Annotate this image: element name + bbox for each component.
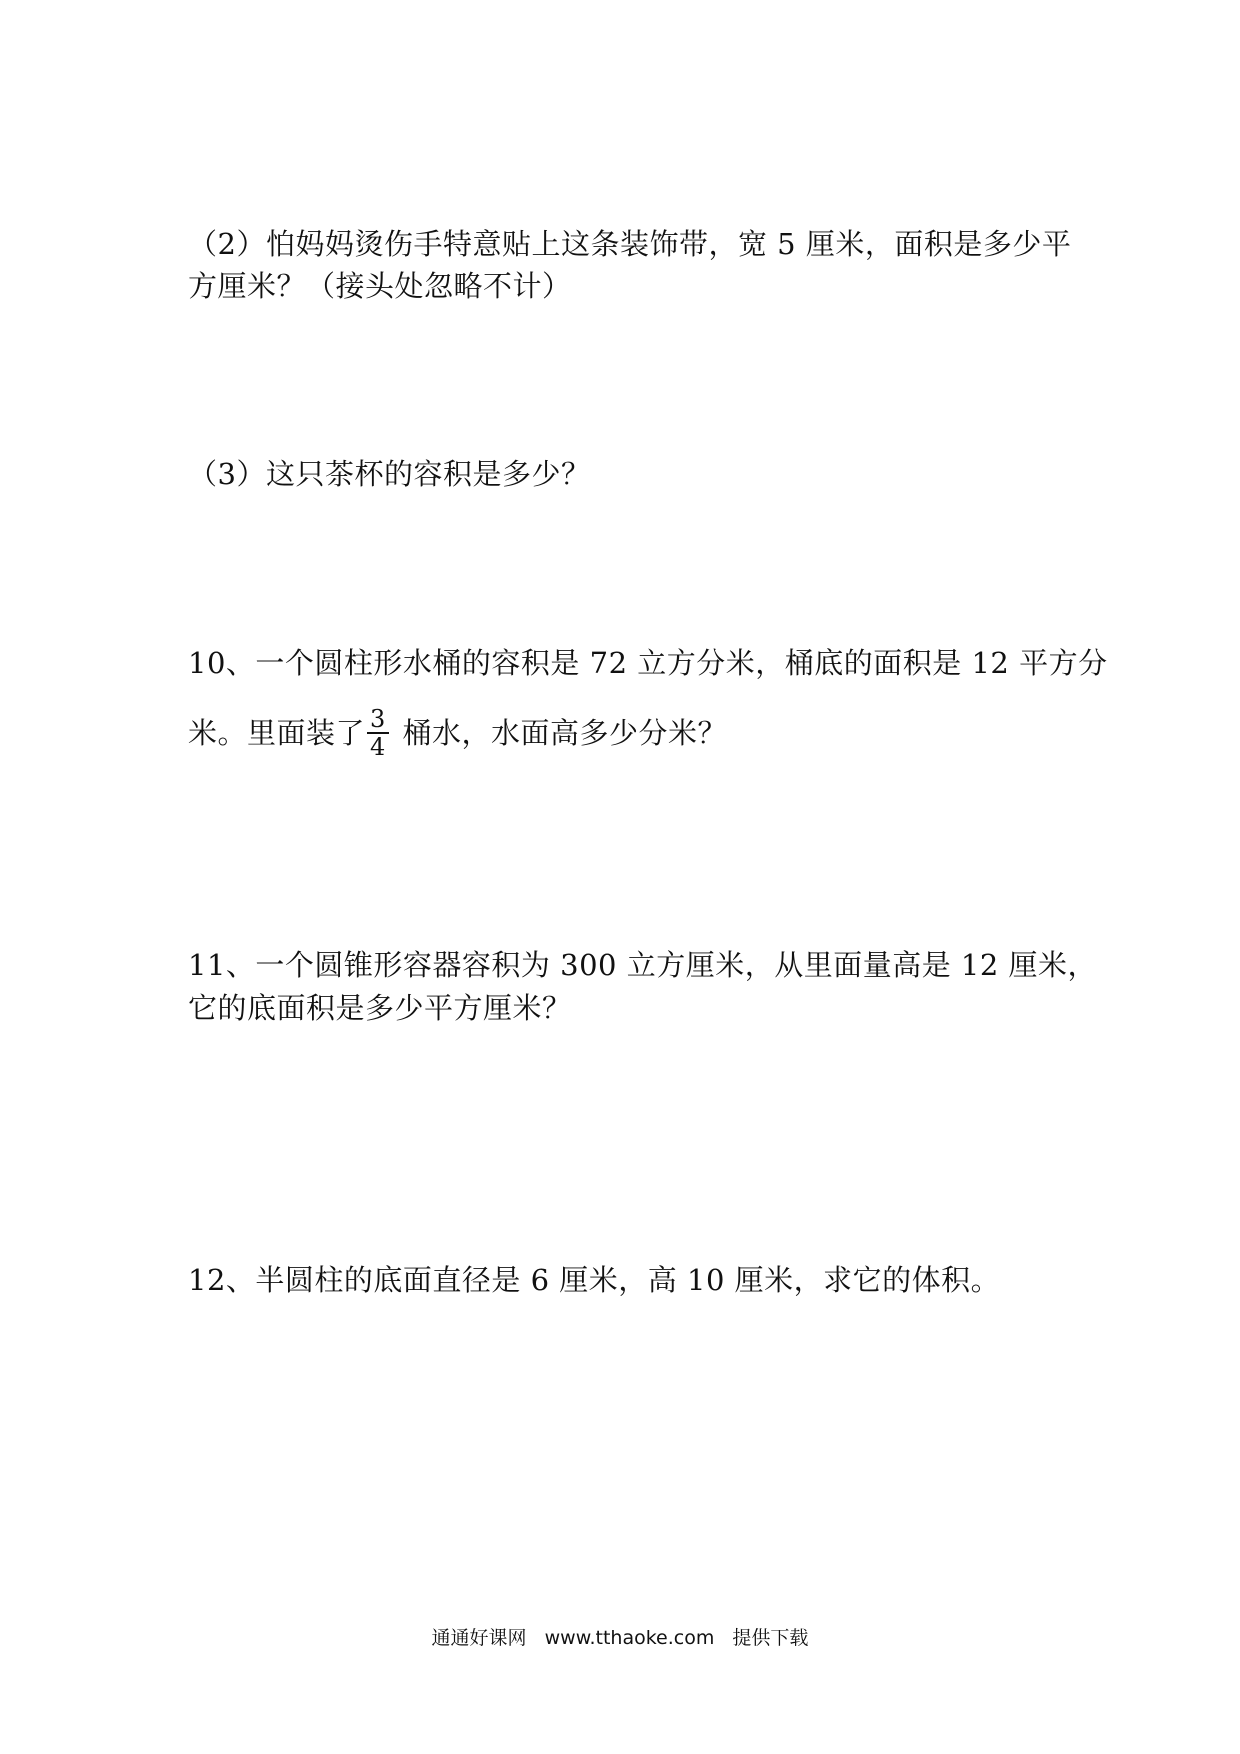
question-10-line-2-after: 桶水，水面高多少分米？ bbox=[392, 716, 728, 750]
footer-url: www.tthaoke.com bbox=[544, 1627, 715, 1649]
fraction-three-quarters bbox=[367, 706, 389, 760]
question-9-2-line-1: （2）怕妈妈烫伤手特意贴上这条装饰带，宽 5 厘米，面积是多少平 bbox=[188, 227, 1072, 261]
fraction-denominator: 4 bbox=[370, 733, 386, 761]
footer-site-name: 通通好课网 bbox=[431, 1627, 527, 1649]
question-9-2-line-2: 方厘米？（接头处忽略不计） bbox=[188, 269, 572, 303]
question-12-line-1: 12、半圆柱的底面直径是 6 厘米，高 10 厘米，求它的体积。 bbox=[188, 1263, 1001, 1297]
question-10-line-1: 10、一个圆柱形水桶的容积是 72 立方分米，桶底的面积是 12 平方分 bbox=[188, 646, 1108, 680]
fraction-numerator: 3 bbox=[367, 706, 389, 734]
footer-suffix: 提供下载 bbox=[732, 1627, 809, 1649]
page-footer bbox=[0, 1626, 1240, 1650]
question-10-line-2-before: 米。里面装了 bbox=[188, 716, 366, 750]
question-11-line-2: 它的底面积是多少平方厘米？ bbox=[188, 991, 572, 1025]
question-10-line-2 bbox=[188, 705, 728, 762]
question-9-3-line-1: （3）这只茶杯的容积是多少？ bbox=[188, 457, 591, 491]
question-11-line-1: 11、一个圆锥形容器容积为 300 立方厘米，从里面量高是 12 厘米， bbox=[188, 948, 1098, 982]
